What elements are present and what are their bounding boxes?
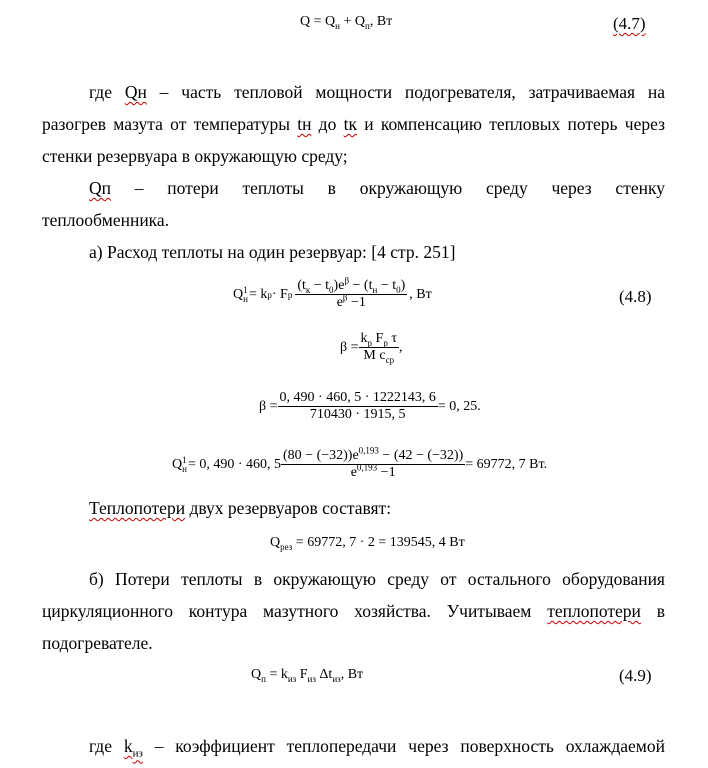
eq-superscript: 1 <box>243 284 248 295</box>
paragraph-other-losses-line-2: циркуляционного контура мазутного хозяйства. Учитываем теплопотери в <box>42 601 665 621</box>
eq-subscript: н <box>243 293 248 304</box>
eq-symbol: Q <box>325 14 336 29</box>
paragraph-heat-consumption: а) Расход теплоты на один резервуар: [4 стр. 251] <box>89 242 456 262</box>
eq-numerator: $(t_к - t_0)e^\beta - (t_н - t_0)$ <box>297 275 406 295</box>
paragraph-qn-definition-line-1: где Qн – часть тепловой мощности подогревателя, затрачиваемая на <box>89 82 665 102</box>
eq-operator: + <box>339 14 355 29</box>
equation-qn-calculation: Q 1 н = 0, 490 · 460, 5 $\frac{(80 - (-32))e^{0,193} - (42 - (-32))}{e^{0,193} -1}$ = 69772, 7 Вт. <box>172 445 548 480</box>
eq-symbol: Q <box>300 14 311 29</box>
equation-4-7 <box>300 14 392 30</box>
term-tn: tн <box>297 114 312 134</box>
paragraph-qn-definition-line-2: разогрев мазута от температуры tн до tк и компенсацию тепловых потерь через <box>42 114 666 134</box>
eq-denominator: M $c_{ср}$ <box>363 348 395 365</box>
eq-fraction <box>281 445 465 481</box>
paragraph-qp-definition-line-1: Qп – потери теплоты в окружающую среду через стенку <box>89 178 665 198</box>
eq-denominator: $e^\beta -1$ <box>336 292 366 310</box>
paragraph-other-losses-line-1: б) Потери теплоты в окружающую среду от остального оборудования <box>89 569 665 589</box>
term-tk: tк <box>343 114 357 134</box>
eq-subscript: рез <box>280 541 293 552</box>
equation-4-9: $Q_п = k_{из}$ $F_{из}$ $\Delta t_{из}$, Вт <box>251 667 364 684</box>
term-qn: Qн <box>124 82 147 102</box>
term-heat-losses: теплопотери <box>547 601 641 621</box>
paragraph-k-definition: где $k_{из}$ – коэффициент теплопередачи через поверхность охлаждаемой <box>89 736 665 760</box>
eq-denominator: 710430 · 1915, 5 <box>309 407 406 422</box>
eq-numerator: 0, 490 · 460, 5 · 1222143, 6 <box>279 390 436 405</box>
eq-result: = 0, 25. <box>437 398 481 414</box>
eq-unit: , Вт <box>409 286 432 302</box>
equation-4-8: Q 1 н = k р · F р $\frac{(t_к - t_0)e^\beta - (t_н - t_0)}{e^\beta -1}$ , Вт <box>233 275 432 310</box>
term-heat-losses: Теплопотери <box>89 498 186 518</box>
eq-fraction <box>359 331 399 364</box>
eq-numerator: $k_р$ $F_р$ τ <box>360 331 397 348</box>
equation-number-4-8: (4.8) <box>619 287 652 306</box>
eq-subscript: н <box>335 20 340 31</box>
equation-beta-definition: β = $\frac{k_р F_р \tau}{M c_{ср}}$ , <box>340 331 403 365</box>
eq-unit: , Вт <box>340 667 364 682</box>
equation-beta-calculation: β = $\frac{0, 490 \cdot 460, 5 \cdot 1222143, 6}{710430 \cdot 1915, 5}$ = 0, 25. <box>259 390 481 422</box>
eq-result: = 69772, 7 Вт. <box>465 456 548 472</box>
eq-denominator: $e^{0,193} -1$ <box>350 462 396 480</box>
equation-qrez: $Q_{рез} = 69772$, 7 · 2 = 139545, 4 Вт <box>270 535 465 552</box>
paragraph-other-losses-line-3: подогревателе. <box>42 633 153 653</box>
paragraph-qp-definition-line-2: теплообменника. <box>42 210 170 230</box>
eq-numerator: $(80 - (-32))e^{0,193} - (42 - (-32))$ <box>283 445 464 463</box>
eq-subscript: п <box>365 20 370 31</box>
paragraph-two-tanks-losses: Теплопотери двух резервуаров составят: <box>89 498 392 518</box>
term-k: k <box>123 736 133 756</box>
paragraph-qn-definition-line-3: стенки резервуара в окружающую среду; <box>42 146 348 166</box>
equation-number-4-9: (4.9) <box>619 666 652 685</box>
eq-fraction <box>278 390 438 423</box>
eq-fraction <box>295 275 407 311</box>
term-qp: Qп <box>89 178 112 198</box>
eq-operator: = <box>310 14 326 29</box>
equation-number-4-7: (4.7) <box>613 14 646 33</box>
eq-symbol: Q <box>354 14 366 29</box>
eq-unit: , Вт <box>369 14 393 29</box>
